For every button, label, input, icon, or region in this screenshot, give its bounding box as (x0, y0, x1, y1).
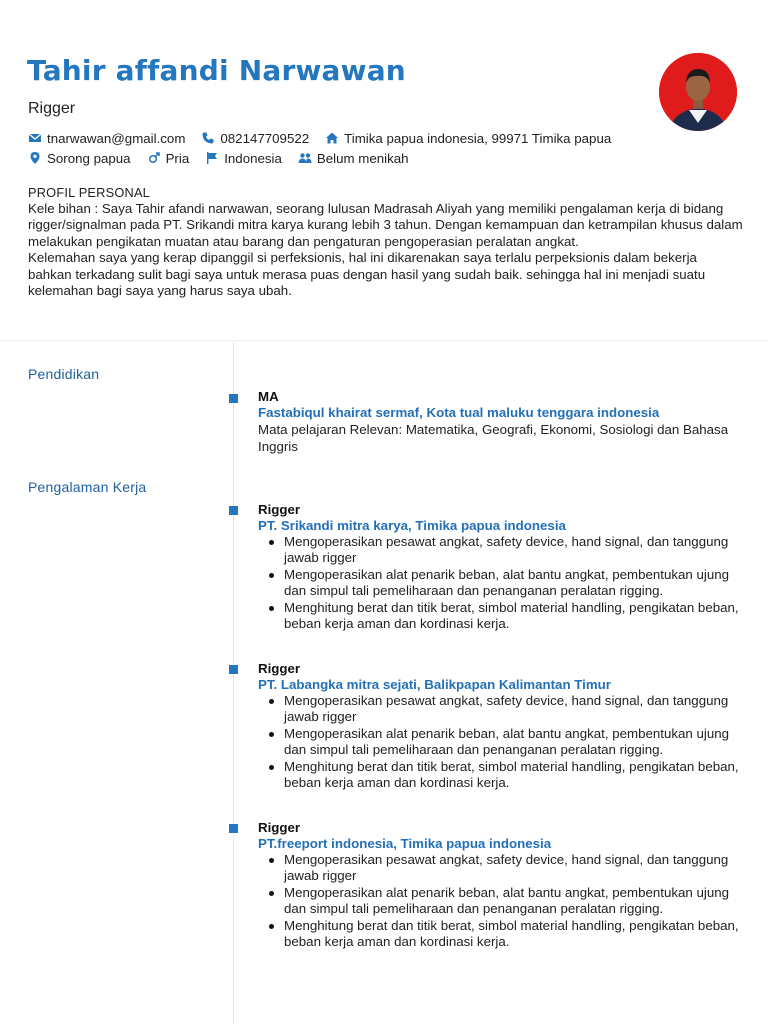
duty-item: Mengoperasikan pesawat angkat, safety device, hand signal, dan tanggung jawab rigger (258, 534, 748, 567)
timeline-marker (229, 665, 238, 674)
personal-nationality-text: Indonesia (224, 150, 282, 166)
experience-entry (258, 661, 748, 791)
profile-photo (659, 53, 737, 131)
duty-item: Mengoperasikan pesawat angkat, safety device, hand signal, dan tanggung jawab rigger (258, 693, 748, 726)
experience-company: PT. Labangka mitra sejati, Balikpapan Kalimantan Timur (258, 677, 611, 692)
duty-item: Mengoperasikan alat penarik beban, alat bantu angkat, pembentukan ujung dan simpul tali pemeliharaan dan penanganan peralatan rigging. (258, 726, 748, 759)
education-degree: MA (258, 389, 279, 404)
profile-paragraph: Kele bihan : Saya Tahir afandi narwawan, seorang lulusan Madrasah Aliyah yang memiliki pengalaman kerja di bidang rigger/signalman pada PT. Srikandi mitra karya kurang lebih 3 tahun. Dengan kemampuan dan ketrampilan khusus dalam melakukan pengikatan muatan atau barang dan pengaturan pengoperasian peralatan angkat. (28, 201, 743, 249)
duty-item: Mengoperasikan pesawat angkat, safety device, hand signal, dan tanggung jawab rigger (258, 852, 748, 885)
timeline-marker (229, 506, 238, 515)
experience-company: PT.freeport indonesia, Timika papua indonesia (258, 836, 552, 851)
personal-gender-text: Pria (165, 150, 190, 166)
contact-address-text: Timika papua indonesia, 99971 Timika papua (344, 130, 612, 146)
experience-entry (258, 502, 748, 632)
duty-item: Mengoperasikan alat penarik beban, alat bantu angkat, pembentukan ujung dan simpul tali pemeliharaan dan penanganan peralatan rigging. (258, 885, 748, 918)
contact-email-text: tnarwawan@gmail.com (47, 130, 186, 146)
personal-birthplace-text: Sorong papua (47, 150, 131, 166)
education-section-title: Pendidikan (28, 366, 100, 382)
contact-phone-text: 082147709522 (220, 130, 310, 146)
duty-item: Menghitung berat dan titik berat, simbol material handling, pengikatan beban, beban kerja aman dan kordinasi kerja. (258, 759, 748, 792)
personal-marital-status (298, 151, 409, 166)
experience-duties (258, 852, 748, 950)
timeline-marker (229, 394, 238, 403)
profile-paragraph: Kelemahan saya yang kerap dipanggil si perfeksionis, hal ini dikarenakan saya terlalu perpeksionis dalam bekerja bahkan terkadang sulit bagi saya untuk merasa puas dengan hasil yang sudah baik. sehingga hal ini menjadi suatu kelemahan bagi saya yang harus saya ubah. (28, 250, 706, 299)
timeline-marker (229, 824, 238, 833)
profile-section-title: PROFIL PERSONAL (28, 185, 150, 200)
experience-entry (258, 820, 748, 950)
gender-icon (147, 151, 161, 165)
envelope-icon (28, 131, 42, 145)
contact-address (325, 131, 611, 146)
education-entry (258, 389, 748, 455)
personal-gender (147, 151, 190, 166)
experience-role: Rigger (258, 661, 301, 676)
personal-birthplace (28, 151, 131, 166)
profile-summary (28, 201, 743, 299)
phone-icon (201, 131, 215, 145)
contact-row-1 (28, 129, 627, 147)
experience-section-title: Pengalaman Kerja (28, 479, 147, 495)
duty-item: Menghitung berat dan titik berat, simbol material handling, pengikatan beban, beban kerja aman dan kordinasi kerja. (258, 918, 748, 951)
experience-duties (258, 693, 748, 791)
flag-icon (205, 151, 219, 165)
timeline-divider (233, 342, 234, 1024)
personal-nationality (205, 151, 282, 166)
duty-item: Mengoperasikan alat penarik beban, alat bantu angkat, pembentukan ujung dan simpul tali pemeliharaan dan penanganan peralatan rigging. (258, 567, 748, 600)
personal-marital-status-text: Belum menikah (316, 150, 409, 166)
job-title: Rigger (28, 100, 76, 117)
experience-role: Rigger (258, 502, 301, 517)
experience-duties (258, 534, 748, 632)
experience-company: PT. Srikandi mitra karya, Timika papua indonesia (258, 518, 566, 533)
contact-row-2 (28, 149, 425, 167)
experience-role: Rigger (258, 820, 301, 835)
candidate-name: Tahir affandi Narwawan (27, 54, 406, 87)
resume-header (0, 0, 768, 340)
duty-item: Menghitung berat dan titik berat, simbol material handling, pengikatan beban, beban kerja aman dan kordinasi kerja. (258, 600, 748, 633)
location-pin-icon (28, 151, 42, 165)
education-description: Mata pelajaran Relevan: Matematika, Geografi, Ekonomi, Sosiologi dan Bahasa Inggris (258, 422, 729, 454)
contact-phone[interactable] (201, 131, 309, 146)
education-school: Fastabiqul khairat sermaf, Kota tual maluku tenggara indonesia (258, 405, 660, 420)
people-icon (298, 151, 312, 165)
contact-email[interactable] (28, 131, 185, 146)
house-icon (325, 131, 339, 145)
